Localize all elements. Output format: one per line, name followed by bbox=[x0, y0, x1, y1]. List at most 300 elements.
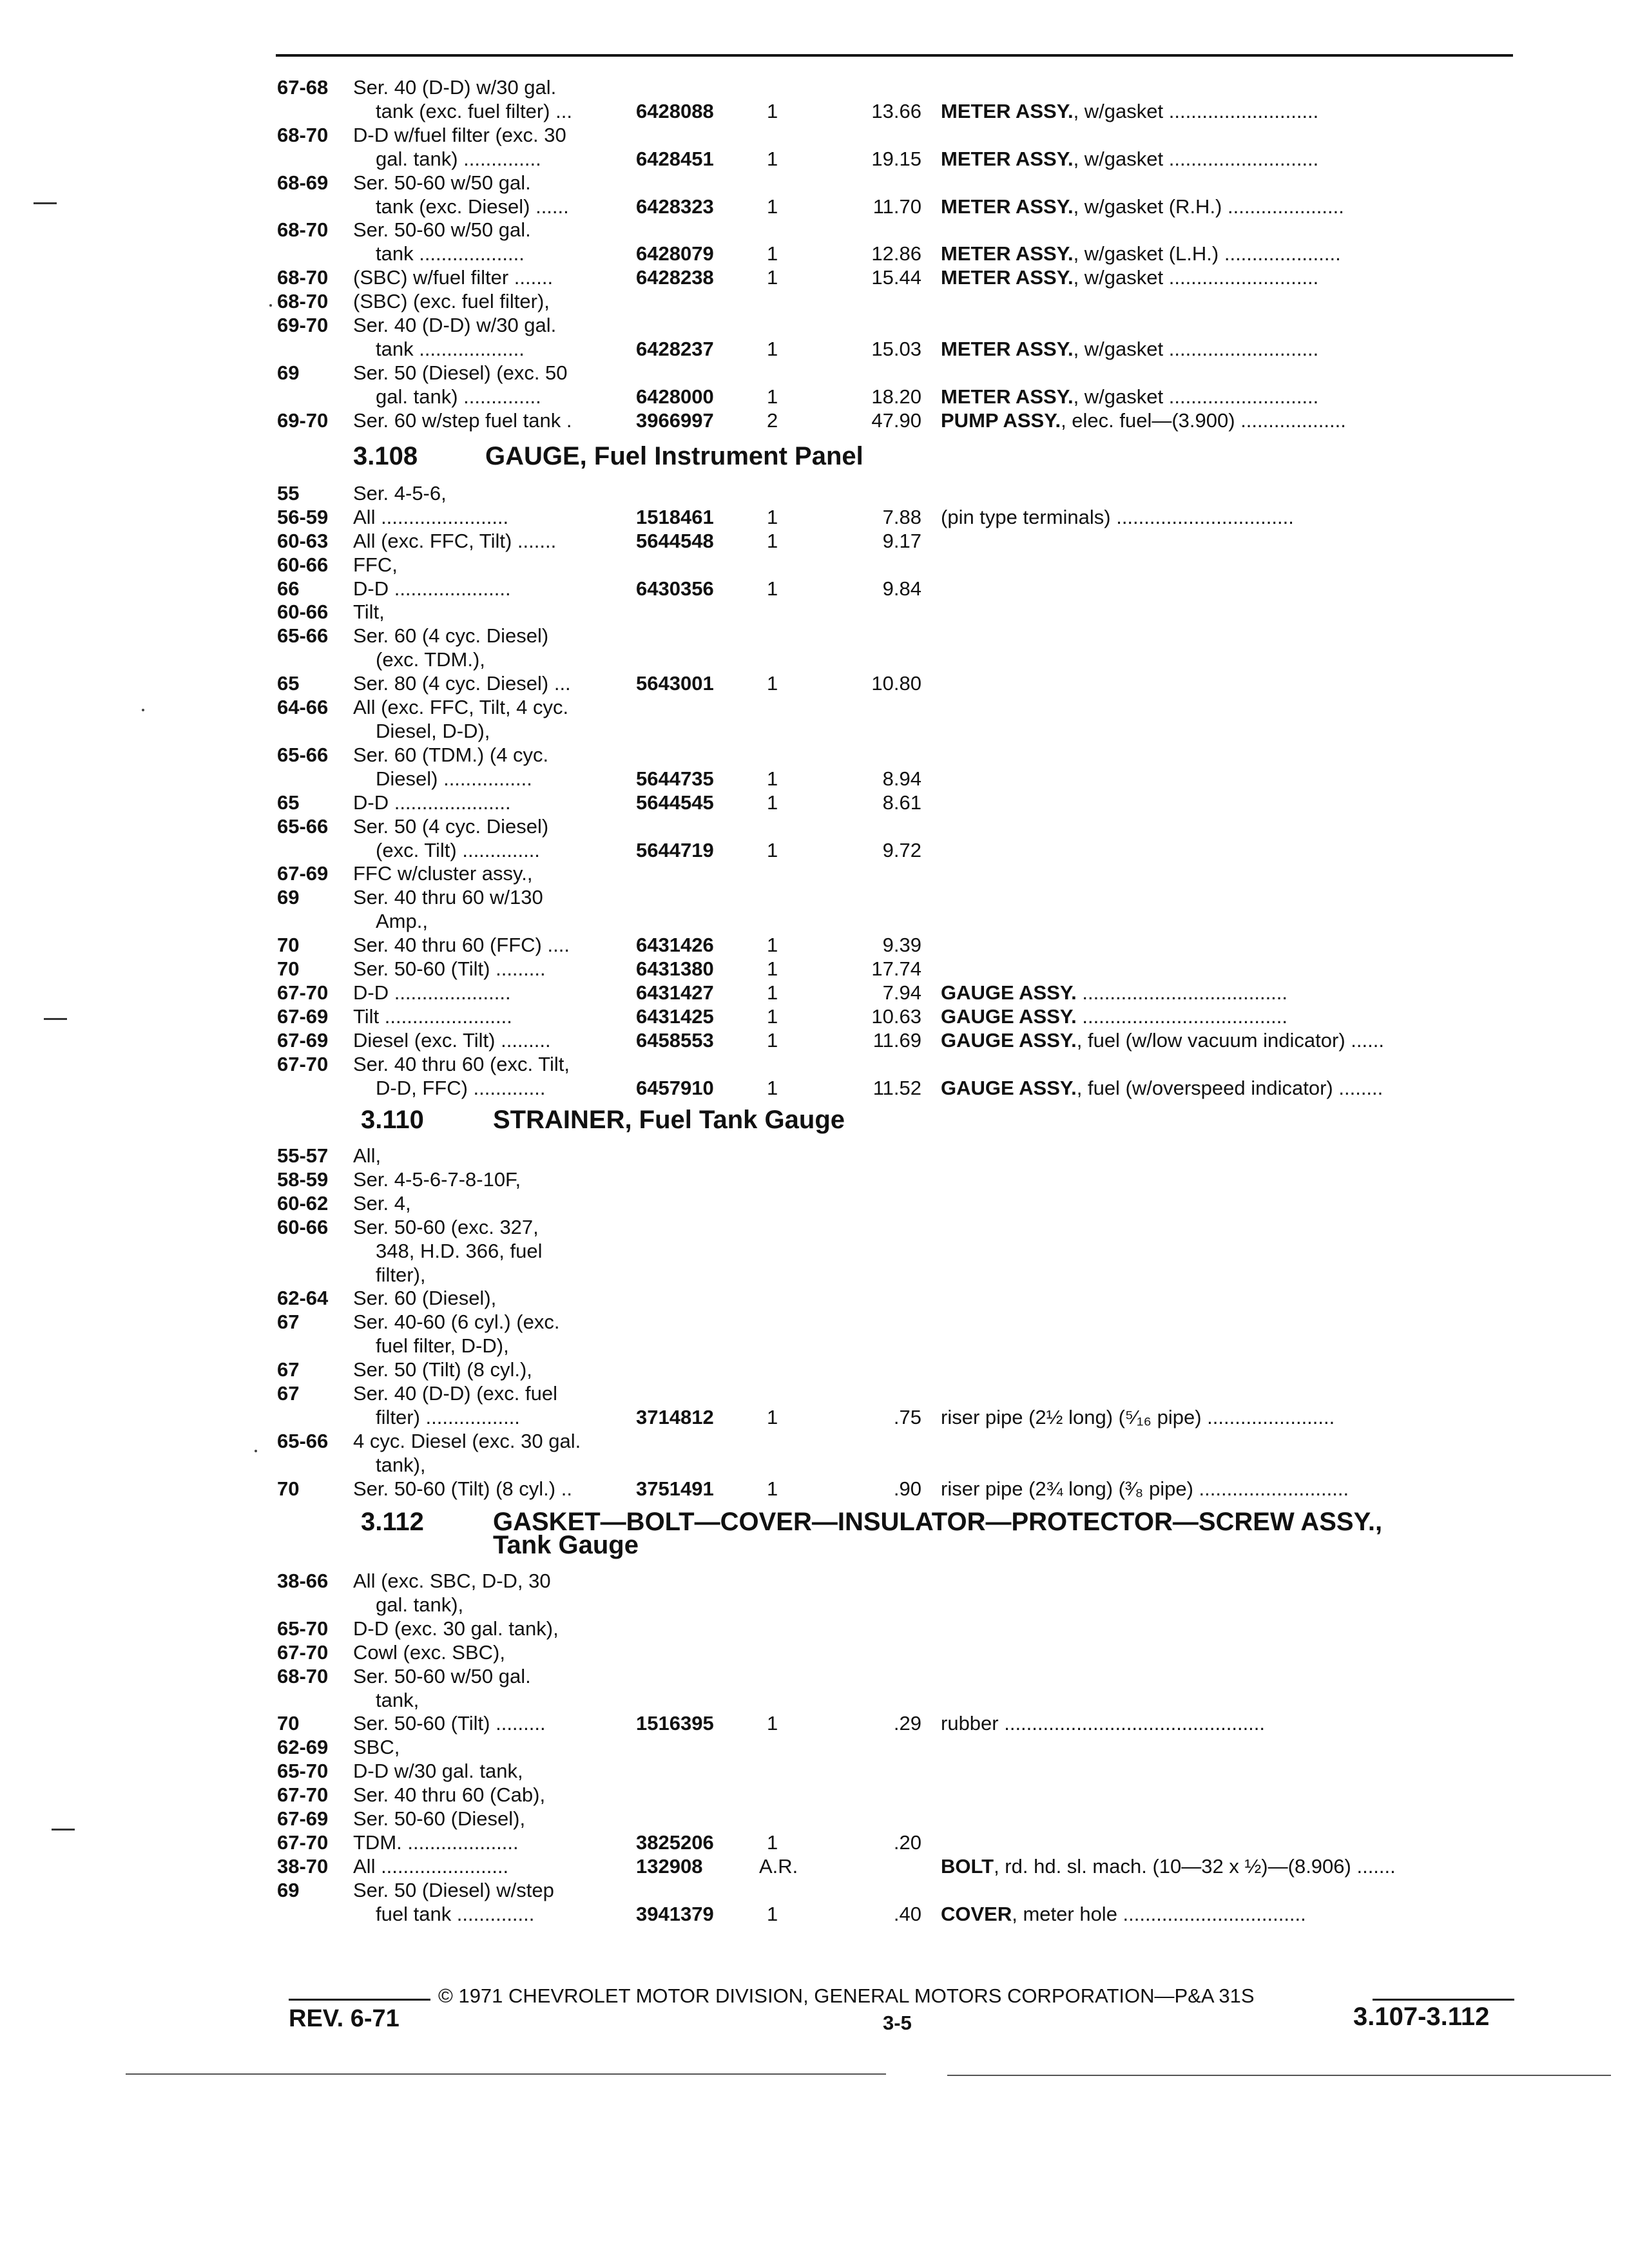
price: 9.72 bbox=[882, 839, 921, 861]
description-item: METER ASSY. bbox=[941, 266, 1074, 289]
table-row bbox=[0, 1264, 1629, 1287]
application-text: Ser. 4-5-6, bbox=[353, 482, 447, 505]
table-row bbox=[0, 1334, 1629, 1358]
price: 15.44 bbox=[871, 266, 921, 289]
description bbox=[941, 409, 1501, 432]
table-row bbox=[0, 957, 1629, 981]
table-row bbox=[0, 361, 1629, 385]
price: 47.90 bbox=[871, 409, 921, 432]
description bbox=[941, 1029, 1501, 1052]
application-text: D-D ..................... bbox=[353, 981, 511, 1004]
year-range: 56-59 bbox=[277, 506, 329, 528]
application-text: Ser. 80 (4 cyc. Diesel) ... bbox=[353, 672, 571, 695]
price: 15.03 bbox=[871, 338, 921, 360]
section-title: GAUGE, Fuel Instrument Panel bbox=[485, 442, 863, 470]
year-range: 38-70 bbox=[277, 1855, 329, 1878]
table-row bbox=[0, 1477, 1629, 1501]
table-row bbox=[0, 1593, 1629, 1617]
quantity: 1 bbox=[767, 791, 778, 814]
table-row bbox=[0, 242, 1629, 265]
part-number: 3941379 bbox=[636, 1903, 714, 1925]
application-text: gal. tank) .............. bbox=[376, 385, 541, 408]
description-detail: , rd. hd. sl. mach. (10—32 x ½)—(8.906) ....... bbox=[994, 1855, 1396, 1878]
price: 11.70 bbox=[872, 195, 921, 218]
description-detail: , w/gasket ........................... bbox=[1073, 148, 1319, 170]
table-row bbox=[0, 1216, 1629, 1239]
section-range: 3.107-3.112 bbox=[1353, 2003, 1490, 2031]
description bbox=[941, 242, 1501, 265]
section-title: GASKET—BOLT—COVER—INSULATOR—PROTECTOR—SCREW ASSY., bbox=[493, 1508, 1383, 1536]
application-text: Ser. 40 thru 60 (exc. Tilt, bbox=[353, 1053, 570, 1075]
description bbox=[941, 1005, 1501, 1028]
year-range: 68-69 bbox=[277, 171, 329, 194]
part-number: 6431425 bbox=[636, 1005, 714, 1028]
table-row bbox=[0, 1053, 1629, 1076]
table-row bbox=[0, 1406, 1629, 1429]
application-text: Diesel, D-D), bbox=[376, 720, 490, 742]
year-range: 69 bbox=[277, 361, 300, 384]
year-range: 60-66 bbox=[277, 1216, 329, 1238]
description-detail: , w/gasket ........................... bbox=[1073, 100, 1319, 122]
price: 9.84 bbox=[882, 577, 921, 600]
table-row bbox=[0, 385, 1629, 408]
quantity: 1 bbox=[767, 530, 778, 552]
section-title-continued: Tank Gauge bbox=[493, 1531, 639, 1559]
table-row bbox=[0, 76, 1629, 99]
table-row bbox=[0, 553, 1629, 577]
table-row bbox=[0, 218, 1629, 242]
application-text: FFC w/cluster assy., bbox=[353, 862, 533, 885]
description bbox=[941, 981, 1501, 1004]
application-text: (exc. TDM.), bbox=[376, 648, 485, 671]
price: 17.74 bbox=[871, 957, 921, 980]
part-number: 1518461 bbox=[636, 506, 714, 528]
description-detail: ..................................... bbox=[1076, 981, 1288, 1004]
quantity: 1 bbox=[767, 1406, 778, 1428]
year-range: 58-59 bbox=[277, 1168, 329, 1191]
quantity: 1 bbox=[767, 767, 778, 790]
price: 18.20 bbox=[871, 385, 921, 408]
application-text: tank ................... bbox=[376, 242, 525, 265]
year-range: 70 bbox=[277, 1712, 300, 1735]
price: 10.63 bbox=[871, 1005, 921, 1028]
table-row bbox=[0, 1454, 1629, 1477]
year-range: 65-66 bbox=[277, 1430, 329, 1452]
top-rule bbox=[276, 54, 1513, 57]
part-number: 5643001 bbox=[636, 672, 714, 695]
application-text: tank ................... bbox=[376, 338, 525, 360]
application-text: Ser. 50-60 w/50 gal. bbox=[353, 171, 531, 194]
application-text: D-D, FFC) ............. bbox=[376, 1077, 546, 1099]
year-range: 65-66 bbox=[277, 815, 329, 838]
description-item: GAUGE ASSY. bbox=[941, 981, 1077, 1004]
year-range: 68-70 bbox=[277, 124, 329, 146]
application-text: Ser. 50-60 (Tilt) ......... bbox=[353, 1712, 546, 1735]
table-row bbox=[0, 530, 1629, 553]
description bbox=[941, 100, 1501, 123]
year-range: 70 bbox=[277, 957, 300, 980]
table-row bbox=[0, 744, 1629, 767]
part-number: 5644545 bbox=[636, 791, 714, 814]
application-text: Ser. 50-60 w/50 gal. bbox=[353, 218, 531, 241]
table-row bbox=[0, 624, 1629, 648]
application-text: Ser. 40 thru 60 (FFC) .... bbox=[353, 934, 570, 956]
table-row bbox=[0, 1689, 1629, 1712]
description bbox=[941, 1077, 1501, 1100]
description-detail: (pin type terminals) ................................ bbox=[941, 506, 1294, 528]
quantity: 1 bbox=[767, 100, 778, 122]
description-item: GAUGE ASSY. bbox=[941, 1077, 1077, 1099]
year-range: 65 bbox=[277, 791, 300, 814]
footer-rule-left bbox=[289, 1999, 430, 2001]
application-text: All ....................... bbox=[353, 506, 509, 528]
part-number: 5644719 bbox=[636, 839, 714, 861]
application-text: Ser. 50 (Diesel) (exc. 50 bbox=[353, 361, 568, 384]
price: 7.88 bbox=[882, 506, 921, 528]
price: .75 bbox=[893, 1406, 921, 1428]
application-text: filter), bbox=[376, 1264, 426, 1286]
quantity: 1 bbox=[767, 1477, 778, 1500]
price: 11.69 bbox=[872, 1029, 921, 1052]
description-detail: rubber ............................................... bbox=[941, 1712, 1266, 1735]
description-detail: riser pipe (2½ long) (⁵⁄₁₆ pipe) ....................... bbox=[941, 1406, 1335, 1428]
quantity: 1 bbox=[767, 266, 778, 289]
table-row bbox=[0, 981, 1629, 1004]
year-range: 62-64 bbox=[277, 1287, 329, 1309]
quantity: 1 bbox=[767, 839, 778, 861]
application-text: Diesel (exc. Tilt) ......... bbox=[353, 1029, 551, 1052]
description-detail: , w/gasket (R.H.) ..................... bbox=[1073, 195, 1344, 218]
description bbox=[941, 1477, 1501, 1501]
description bbox=[941, 338, 1501, 361]
table-row bbox=[0, 862, 1629, 885]
application-text: Amp., bbox=[376, 910, 428, 932]
price: .90 bbox=[893, 1477, 921, 1500]
table-row bbox=[0, 290, 1629, 313]
table-row bbox=[0, 266, 1629, 289]
part-number: 6458553 bbox=[636, 1029, 714, 1052]
application-text: Ser. 40 (D-D) (exc. fuel bbox=[353, 1382, 557, 1405]
price: .20 bbox=[893, 1831, 921, 1854]
description bbox=[941, 266, 1501, 289]
description-item: GAUGE ASSY. bbox=[941, 1029, 1077, 1052]
application-text: Ser. 50 (Diesel) w/step bbox=[353, 1879, 554, 1901]
price: 13.66 bbox=[871, 100, 921, 122]
description-detail: riser pipe (2¾ long) (³⁄₈ pipe) ........................... bbox=[941, 1477, 1349, 1500]
section-number: 3.110 bbox=[361, 1106, 424, 1134]
year-range: 55 bbox=[277, 482, 300, 505]
table-row bbox=[0, 815, 1629, 838]
application-text: Ser. 40 (D-D) w/30 gal. bbox=[353, 314, 557, 336]
description bbox=[941, 385, 1501, 408]
description-detail: ..................................... bbox=[1076, 1005, 1288, 1028]
description-item: COVER bbox=[941, 1903, 1012, 1925]
price: 11.52 bbox=[872, 1077, 921, 1099]
year-range: 67 bbox=[277, 1311, 300, 1333]
description-item: PUMP ASSY. bbox=[941, 409, 1061, 432]
quantity: 1 bbox=[767, 981, 778, 1004]
table-row bbox=[0, 839, 1629, 862]
description-item: METER ASSY. bbox=[941, 242, 1074, 265]
section-number: 3.108 bbox=[353, 442, 418, 470]
table-row bbox=[0, 1783, 1629, 1807]
copyright-line: © 1971 CHEVROLET MOTOR DIVISION, GENERAL MOTORS CORPORATION—P&A 31S bbox=[438, 1984, 1255, 2007]
year-range: 66 bbox=[277, 577, 300, 600]
part-number: 6431426 bbox=[636, 934, 714, 956]
application-text: All (exc. FFC, Tilt, 4 cyc. bbox=[353, 696, 569, 718]
year-range: 68-70 bbox=[277, 266, 329, 289]
table-row bbox=[0, 577, 1629, 601]
description-item: GAUGE ASSY. bbox=[941, 1005, 1077, 1028]
quantity: 1 bbox=[767, 577, 778, 600]
quantity: 1 bbox=[767, 1029, 778, 1052]
table-row bbox=[0, 1240, 1629, 1263]
table-row bbox=[0, 1831, 1629, 1854]
section-number: 3.112 bbox=[361, 1508, 424, 1536]
description bbox=[941, 1406, 1501, 1429]
application-text: Ser. 50 (4 cyc. Diesel) bbox=[353, 815, 549, 838]
application-text: All (exc. FFC, Tilt) ....... bbox=[353, 530, 557, 552]
year-range: 65-66 bbox=[277, 744, 329, 766]
quantity: 1 bbox=[767, 1077, 778, 1099]
description bbox=[941, 1855, 1501, 1878]
application-text: Ser. 50-60 (Diesel), bbox=[353, 1807, 526, 1830]
application-text: 4 cyc. Diesel (exc. 30 gal. bbox=[353, 1430, 581, 1452]
margin-mark bbox=[34, 202, 57, 204]
application-text: D-D (exc. 30 gal. tank), bbox=[353, 1617, 559, 1640]
bottom-scan-line-right bbox=[947, 2075, 1611, 2076]
table-row bbox=[0, 1736, 1629, 1759]
year-range: 69 bbox=[277, 1879, 300, 1901]
application-text: FFC, bbox=[353, 553, 398, 576]
quantity: 1 bbox=[767, 195, 778, 218]
table-row bbox=[0, 910, 1629, 933]
part-number: 6428079 bbox=[636, 242, 714, 265]
application-text: Cowl (exc. SBC), bbox=[353, 1641, 505, 1664]
application-text: filter) ................. bbox=[376, 1406, 520, 1428]
description-item: METER ASSY. bbox=[941, 338, 1074, 360]
price: 8.61 bbox=[882, 791, 921, 814]
application-text: Ser. 50-60 (Tilt) (8 cyl.) .. bbox=[353, 1477, 572, 1500]
year-range: 67-70 bbox=[277, 1053, 329, 1075]
part-number: 3966997 bbox=[636, 409, 714, 432]
page-number: 3-5 bbox=[883, 2012, 912, 2034]
margin-mark bbox=[44, 1018, 67, 1020]
quantity: 1 bbox=[767, 957, 778, 980]
table-row bbox=[0, 1144, 1629, 1168]
table-row bbox=[0, 1311, 1629, 1334]
quantity: 1 bbox=[767, 934, 778, 956]
quantity: 1 bbox=[767, 242, 778, 265]
part-number: 6428000 bbox=[636, 385, 714, 408]
year-range: 69-70 bbox=[277, 314, 329, 336]
application-text: tank (exc. Diesel) ...... bbox=[376, 195, 569, 218]
description-detail: , elec. fuel—(3.900) ................... bbox=[1061, 409, 1346, 432]
part-number: 3751491 bbox=[636, 1477, 714, 1500]
application-text: D-D w/30 gal. tank, bbox=[353, 1760, 523, 1782]
table-row bbox=[0, 1760, 1629, 1783]
quantity: 1 bbox=[767, 672, 778, 695]
table-row bbox=[0, 1855, 1629, 1878]
table-row bbox=[0, 1077, 1629, 1100]
quantity: 1 bbox=[767, 506, 778, 528]
year-range: 55-57 bbox=[277, 1144, 329, 1167]
table-row bbox=[0, 124, 1629, 147]
table-row bbox=[0, 1665, 1629, 1688]
table-row bbox=[0, 338, 1629, 361]
table-row bbox=[0, 720, 1629, 743]
application-text: fuel tank .............. bbox=[376, 1903, 535, 1925]
part-number: 6428451 bbox=[636, 148, 714, 170]
table-row bbox=[0, 314, 1629, 337]
price: 10.80 bbox=[871, 672, 921, 695]
part-number: 132908 bbox=[636, 1855, 703, 1878]
table-row bbox=[0, 934, 1629, 957]
table-row bbox=[0, 1382, 1629, 1405]
application-text: D-D w/fuel filter (exc. 30 bbox=[353, 124, 566, 146]
year-range: 38-66 bbox=[277, 1570, 329, 1592]
application-text: Ser. 40 thru 60 (Cab), bbox=[353, 1783, 546, 1806]
application-text: Ser. 50-60 (exc. 327, bbox=[353, 1216, 539, 1238]
application-text: D-D ..................... bbox=[353, 791, 511, 814]
application-text: Ser. 50-60 w/50 gal. bbox=[353, 1665, 531, 1687]
part-number: 3714812 bbox=[636, 1406, 714, 1428]
description-detail: , w/gasket ........................... bbox=[1073, 385, 1319, 408]
description-item: METER ASSY. bbox=[941, 195, 1074, 218]
price: 9.39 bbox=[882, 934, 921, 956]
application-text: tank (exc. fuel filter) ... bbox=[376, 100, 572, 122]
scan-speck bbox=[269, 304, 272, 307]
application-text: Tilt ....................... bbox=[353, 1005, 512, 1028]
table-row bbox=[0, 1617, 1629, 1640]
application-text: TDM. .................... bbox=[353, 1831, 519, 1854]
application-text: D-D ..................... bbox=[353, 577, 511, 600]
part-number: 1516395 bbox=[636, 1712, 714, 1735]
year-range: 60-62 bbox=[277, 1192, 329, 1215]
application-text: (SBC) w/fuel filter ....... bbox=[353, 266, 554, 289]
price: 7.94 bbox=[882, 981, 921, 1004]
application-text: (exc. Tilt) .............. bbox=[376, 839, 540, 861]
table-row bbox=[0, 409, 1629, 432]
year-range: 67-69 bbox=[277, 1807, 329, 1830]
year-range: 60-66 bbox=[277, 601, 329, 623]
table-row bbox=[0, 171, 1629, 195]
description-detail: , fuel (w/overspeed indicator) ........ bbox=[1076, 1077, 1383, 1099]
quantity: 1 bbox=[767, 385, 778, 408]
table-row bbox=[0, 482, 1629, 505]
year-range: 70 bbox=[277, 1477, 300, 1500]
footer-rule-right bbox=[1373, 1999, 1514, 2001]
part-number: 6428088 bbox=[636, 100, 714, 122]
quantity: 2 bbox=[767, 409, 778, 432]
year-range: 67-69 bbox=[277, 862, 329, 885]
application-text: Ser. 60 (4 cyc. Diesel) bbox=[353, 624, 549, 647]
year-range: 67-70 bbox=[277, 981, 329, 1004]
price: .29 bbox=[893, 1712, 921, 1735]
application-text: tank), bbox=[376, 1454, 426, 1476]
year-range: 68-70 bbox=[277, 218, 329, 241]
table-row bbox=[0, 1029, 1629, 1052]
price: 12.86 bbox=[871, 242, 921, 265]
description-detail: , meter hole ................................. bbox=[1012, 1903, 1306, 1925]
quantity: 1 bbox=[767, 148, 778, 170]
year-range: 67-69 bbox=[277, 1029, 329, 1052]
table-row bbox=[0, 886, 1629, 909]
year-range: 67-70 bbox=[277, 1831, 329, 1854]
table-row bbox=[0, 601, 1629, 624]
part-number: 5644735 bbox=[636, 767, 714, 790]
quantity: A.R. bbox=[759, 1855, 798, 1878]
scan-speck bbox=[142, 709, 144, 711]
year-range: 67-68 bbox=[277, 76, 329, 99]
application-text: All ....................... bbox=[353, 1855, 509, 1878]
year-range: 67 bbox=[277, 1358, 300, 1381]
table-row bbox=[0, 195, 1629, 218]
application-text: Ser. 40 (D-D) w/30 gal. bbox=[353, 76, 557, 99]
table-row bbox=[0, 1168, 1629, 1191]
application-text: gal. tank) .............. bbox=[376, 148, 541, 170]
table-row bbox=[0, 1807, 1629, 1831]
year-range: 65-70 bbox=[277, 1617, 329, 1640]
year-range: 70 bbox=[277, 934, 300, 956]
description bbox=[941, 1712, 1501, 1735]
application-text: Ser. 50 (Tilt) (8 cyl.), bbox=[353, 1358, 532, 1381]
quantity: 1 bbox=[767, 1712, 778, 1735]
price: .40 bbox=[893, 1903, 921, 1925]
year-range: 67-69 bbox=[277, 1005, 329, 1028]
section-title: STRAINER, Fuel Tank Gauge bbox=[493, 1106, 845, 1134]
description-detail: , w/gasket ........................... bbox=[1073, 266, 1319, 289]
year-range: 68-70 bbox=[277, 290, 329, 312]
year-range: 67-70 bbox=[277, 1783, 329, 1806]
application-text: Diesel) ................ bbox=[376, 767, 532, 790]
application-text: Ser. 4, bbox=[353, 1192, 411, 1215]
table-row bbox=[0, 1192, 1629, 1215]
application-text: Tilt, bbox=[353, 601, 385, 623]
application-text: All (exc. SBC, D-D, 30 bbox=[353, 1570, 551, 1592]
table-row bbox=[0, 767, 1629, 791]
table-row bbox=[0, 100, 1629, 123]
description bbox=[941, 195, 1501, 218]
bottom-scan-line-left bbox=[126, 2073, 886, 2075]
table-row bbox=[0, 648, 1629, 671]
margin-mark bbox=[52, 1829, 75, 1831]
application-text: Ser. 50-60 (Tilt) ......... bbox=[353, 957, 546, 980]
application-text: Ser. 60 (Diesel), bbox=[353, 1287, 497, 1309]
description-item: METER ASSY. bbox=[941, 385, 1074, 408]
application-text: Ser. 40-60 (6 cyl.) (exc. bbox=[353, 1311, 560, 1333]
part-number: 6431380 bbox=[636, 957, 714, 980]
table-row bbox=[0, 1287, 1629, 1310]
year-range: 64-66 bbox=[277, 696, 329, 718]
application-text: SBC, bbox=[353, 1736, 400, 1758]
application-text: Ser. 60 (TDM.) (4 cyc. bbox=[353, 744, 549, 766]
table-row bbox=[0, 148, 1629, 171]
table-row bbox=[0, 1879, 1629, 1902]
year-range: 60-63 bbox=[277, 530, 329, 552]
application-text: All, bbox=[353, 1144, 381, 1167]
table-row bbox=[0, 1641, 1629, 1664]
description bbox=[941, 1903, 1501, 1926]
description bbox=[941, 506, 1501, 529]
quantity: 1 bbox=[767, 338, 778, 360]
year-range: 65 bbox=[277, 672, 300, 695]
application-text: 348, H.D. 366, fuel bbox=[376, 1240, 543, 1262]
part-number: 6431427 bbox=[636, 981, 714, 1004]
year-range: 62-69 bbox=[277, 1736, 329, 1758]
part-number: 6428323 bbox=[636, 195, 714, 218]
price: 9.17 bbox=[882, 530, 921, 552]
